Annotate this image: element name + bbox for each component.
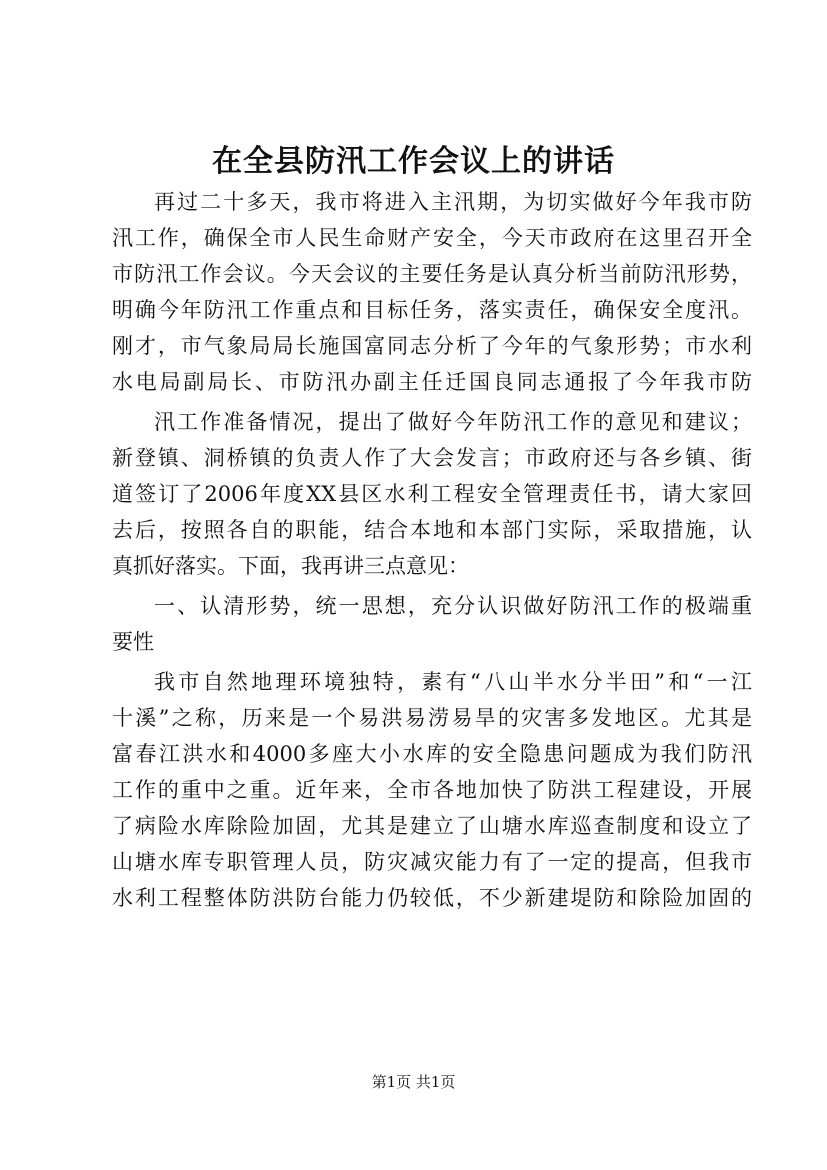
text-line: 山塘水库专职管理人员，防灾减灾能力有了一定的提高，但我市 [112, 850, 752, 874]
text-line: 汛工作准备情况，提出了做好今年防汛工作的意见和建议； [154, 410, 752, 434]
text-line: 富春江洪水和4000多座大小水库的安全隐患问题成为我们防汛 [112, 742, 752, 766]
text-line: 刚才，市气象局局长施国富同志分析了今年的气象形势；市水利 [112, 334, 752, 358]
text-line: 了病险水库除险加固，尤其是建立了山塘水库巡查制度和设立了 [112, 814, 752, 838]
section-heading-line: 要性 [112, 630, 154, 654]
section-heading-line: 一、认清形势，统一思想，充分认识做好防汛工作的极端重 [154, 594, 752, 618]
text-line: 去后，按照各自的职能，结合本地和本部门实际，采取措施，认 [112, 518, 752, 542]
text-line: 再过二十多天，我市将进入主汛期，为切实做好今年我市防 [154, 190, 752, 214]
text-line: 新登镇、洞桥镇的负责人作了大会发言；市政府还与各乡镇、街 [112, 446, 752, 470]
text-line: 道签订了2006年度XX县区水利工程安全管理责任书，请大家回 [112, 482, 752, 506]
text-line: 十溪”之称，历来是一个易洪易涝易旱的灾害多发地区。尤其是 [112, 706, 752, 730]
text-line: 汛工作，确保全市人民生命财产安全，今天市政府在这里召开全 [112, 226, 752, 250]
text-line: 市防汛工作会议。今天会议的主要任务是认真分析当前防汛形势， [112, 262, 752, 286]
text-line: 水电局副局长、市防汛办副主任迁国良同志通报了今年我市防 [112, 370, 752, 394]
text-line: 明确今年防汛工作重点和目标任务，落实责任，确保安全度汛。 [112, 298, 752, 322]
text-line: 工作的重中之重。近年来，全市各地加快了防洪工程建设，开展 [112, 778, 752, 802]
page-footer: 第1页 共1页 [371, 1073, 456, 1091]
text-line: 我市自然地理环境独特，素有“八山半水分半田”和“一江 [154, 670, 752, 694]
document-title: 在全县防汛工作会议上的讲话 [212, 144, 615, 179]
text-line: 真抓好落实。下面，我再讲三点意见： [112, 554, 469, 578]
text-line: 水利工程整体防洪防台能力仍较低，不少新建堤防和除险加固的 [112, 886, 752, 910]
